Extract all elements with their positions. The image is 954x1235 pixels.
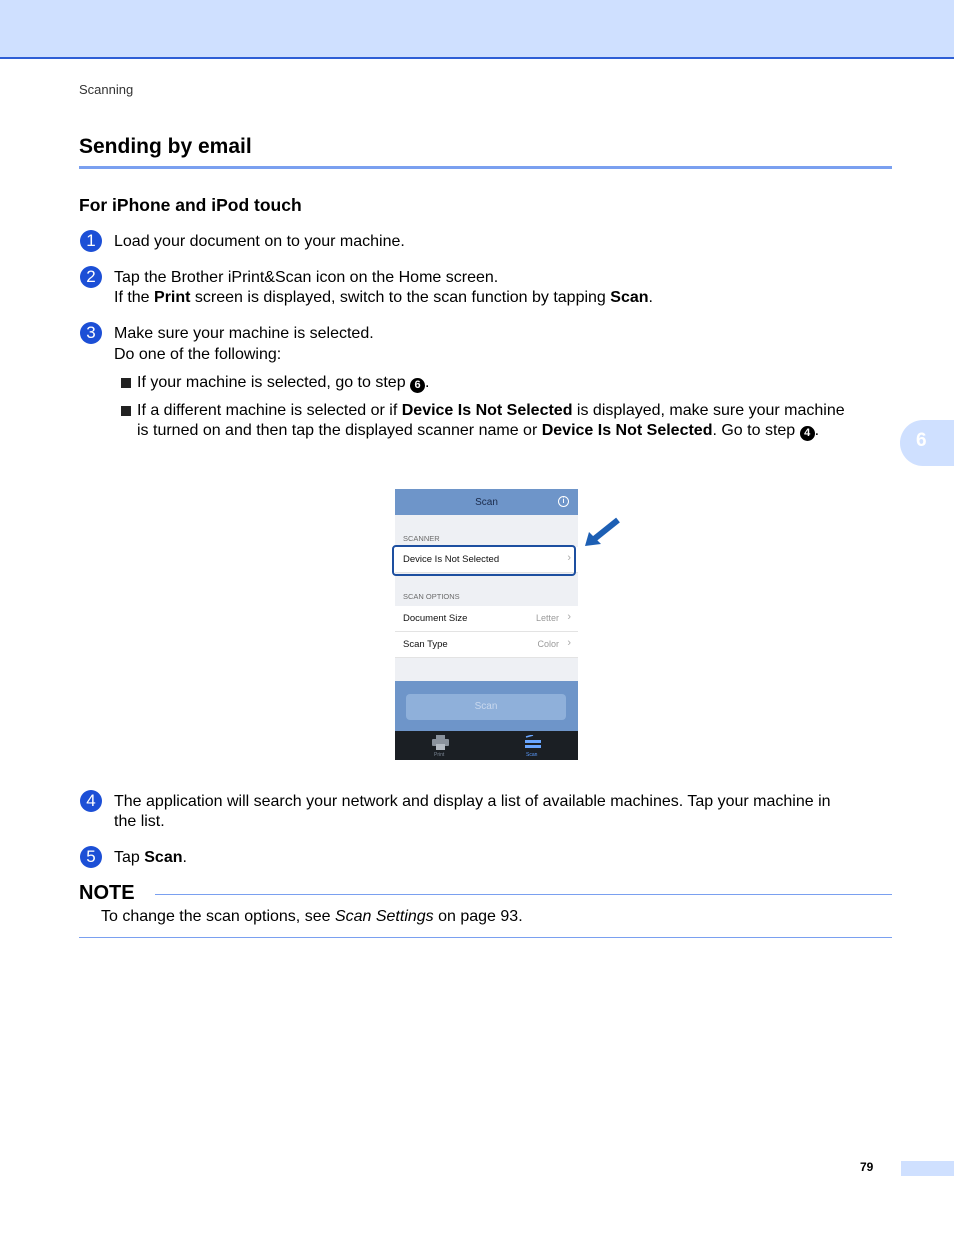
device-row-highlight: [392, 545, 576, 576]
printer-icon[interactable]: [432, 735, 449, 750]
chapter-tab: [900, 420, 954, 466]
scan-options-section-label: SCAN OPTIONS: [403, 592, 460, 601]
phone-tab-bar: [395, 731, 578, 760]
bullet-square-icon: [121, 406, 131, 416]
note-text: To change the scan options, see Scan Settings on page 93.: [101, 908, 523, 925]
phone-screenshot: [395, 489, 578, 760]
chevron-right-icon: ›: [567, 637, 571, 649]
chevron-right-icon: ›: [567, 611, 571, 623]
scanner-icon[interactable]: [524, 735, 542, 749]
step-ref-4: 4: [800, 426, 815, 441]
top-band: [0, 0, 954, 59]
tab-print[interactable]: Print: [434, 752, 445, 758]
chevron-right-icon: ›: [567, 552, 571, 564]
bullet-2-line-1: If a different machine is selected or if Device Is Not Selected is displayed, make sure your machine: [137, 402, 845, 419]
scan-type-label: Scan Type: [403, 639, 448, 650]
step-number-2: 2: [80, 266, 102, 288]
step-2-line-2: If the Print screen is displayed, switch to the scan function by tapping Scan.: [114, 289, 653, 306]
note-rule: [155, 894, 892, 895]
step-4-line-2: the list.: [114, 813, 165, 830]
arrow-pointer-icon: [583, 516, 623, 548]
step-4-line-1: The application will search your network and display a list of available machines. Tap your machine in: [114, 793, 831, 810]
document-size-row[interactable]: [395, 606, 578, 632]
scan-settings-link[interactable]: Scan Settings: [334, 908, 434, 925]
phone-bottom-panel: [395, 681, 578, 731]
bullet-square-icon: [121, 378, 131, 388]
document-size-value: Letter: [535, 613, 559, 623]
scanner-section-label: SCANNER: [403, 534, 440, 543]
note-title: NOTE: [79, 882, 135, 904]
scan-type-value: Color: [537, 639, 559, 649]
step-number-3: 3: [80, 322, 102, 344]
step-3-line-2: Do one of the following:: [114, 346, 282, 363]
bullet-2-line-2: is turned on and then tap the displayed scanner name or Device Is Not Selected. Go to step 4 .: [137, 422, 820, 439]
section-rule: [79, 166, 892, 169]
step-1-text: Load your document on to your machine.: [114, 233, 405, 250]
page-number-bar: [901, 1161, 954, 1176]
info-icon[interactable]: i: [558, 496, 569, 507]
breadcrumb: Scanning: [79, 82, 134, 97]
note-bottom-rule: [79, 937, 892, 938]
scan-button[interactable]: Scan: [406, 694, 566, 720]
scan-type-row[interactable]: [395, 632, 578, 658]
device-row-label: Device Is Not Selected: [403, 554, 500, 565]
step-number-4: 4: [80, 790, 102, 812]
section-title: Sending by email: [79, 135, 252, 158]
document-size-label: Document Size: [403, 613, 468, 624]
chapter-tab-number: 6: [916, 430, 927, 451]
step-5-text: Tap Scan.: [114, 849, 187, 866]
page-number: 79: [860, 1160, 874, 1174]
phone-title: Scan: [475, 497, 498, 508]
tab-scan[interactable]: Scan: [526, 752, 538, 758]
step-number-5: 5: [80, 846, 102, 868]
bullet-1-text: If your machine is selected, go to step 6 .: [137, 374, 430, 391]
step-3-line-1: Make sure your machine is selected.: [114, 325, 374, 342]
step-number-1: 1: [80, 230, 102, 252]
phone-nav-bar: [395, 489, 578, 515]
step-2-line-1: Tap the Brother iPrint&Scan icon on the Home screen.: [114, 269, 499, 286]
step-ref-6: 6: [410, 378, 425, 393]
subsection-title: For iPhone and iPod touch: [79, 195, 302, 215]
